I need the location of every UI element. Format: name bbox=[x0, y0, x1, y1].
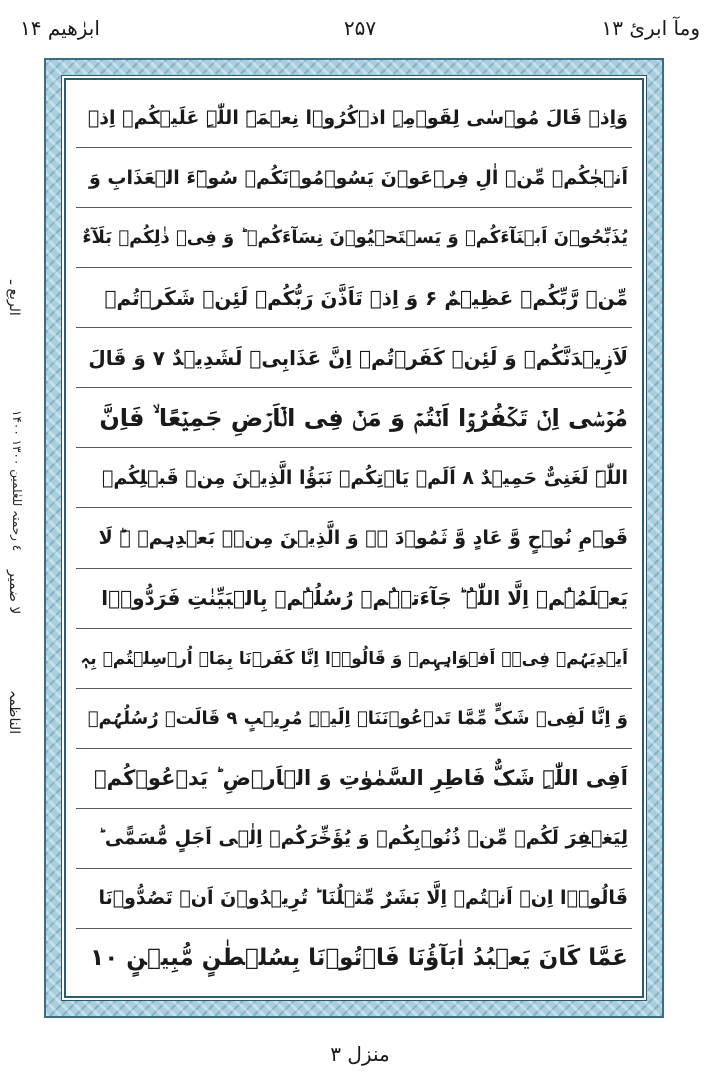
header-surah: ابرٰھیم ۱۴ bbox=[20, 16, 100, 40]
decorative-border-frame bbox=[44, 58, 664, 1018]
verse-line: اَیۡدِیَہُمۡ فِیۡۤ اَفۡوَاہِہِمۡ وَ قَالُوۡۤا اِنَّا کَفَرۡنَا بِمَاۤ اُرۡسِلۡتُمۡ بِہٖ bbox=[76, 629, 632, 689]
verse-line: اَفِی اللّٰہِ شَکٌّ فَاطِرِ السَّمٰوٰتِ وَ الۡاَرۡضِ ؕ یَدۡعُوۡکُمۡ bbox=[76, 749, 632, 809]
verse-line: مِّنۡ رَّبِّکُمۡ عَظِیۡمٌ ۶ وَ اِذۡ تَاَذَّنَ رَبُّکُمۡ لَئِنۡ شَکَرۡتُمۡ bbox=[76, 268, 632, 328]
verse-line: قَالُوۡۤا اِنۡ اَنۡتُمۡ اِلَّا بَشَرٌ مِّثۡلُنَا ؕ تُرِیۡدُوۡنَ اَنۡ تَصُدُّوۡنَا bbox=[76, 869, 632, 929]
manzil-footer: منزل ۳ bbox=[330, 1042, 390, 1066]
margin-note-section: الناظمہ bbox=[6, 690, 22, 735]
verse-line: لِیَغۡفِرَ لَکُمۡ مِّنۡ ذُنُوۡبِکُمۡ وَ یُؤَخِّرَکُمۡ اِلٰۤی اَجَلٍ مُّسَمًّی ؕ bbox=[76, 809, 632, 869]
verse-line: یَعۡلَمُہُمۡ اِلَّا اللّٰہُ ؕ جَآءَتۡہُمۡ رُسُلُہُمۡ بِالۡبَیِّنٰتِ فَرَدُّوۡۤا bbox=[76, 569, 632, 629]
text-panel bbox=[64, 78, 644, 998]
verse-lines bbox=[76, 88, 632, 988]
verse-line: لَاَزِیۡدَنَّکُمۡ وَ لَئِنۡ کَفَرۡتُمۡ اِنَّ عَذَابِیۡ لَشَدِیۡدٌ ۷ وَ قَالَ bbox=[76, 328, 632, 388]
verse-line: قَوۡمِ نُوۡحٍ وَّ عَادٍ وَّ ثَمُوۡدَ ۬ۛ وَ الَّذِیۡنَ مِنۡۢ بَعۡدِہِمۡ ۛؕ لَا bbox=[76, 508, 632, 568]
verse-line: مُوۡسٰۤی اِنۡ تَکۡفُرُوۡۤا اَنۡتُمۡ وَ مَنۡ فِی الۡاَرۡضِ جَمِیۡعًا ۙ فَاِنَّ bbox=[76, 388, 632, 448]
verse-line: یُذَبِّحُوۡنَ اَبۡنَآءَکُمۡ وَ یَسۡتَحۡیُوۡنَ نِسَآءَکُمۡ ؕ وَ فِیۡ ذٰلِکُمۡ بَلَآءٌ bbox=[76, 208, 632, 268]
header-juz: ومآ ابرئ ۱۳ bbox=[601, 16, 700, 40]
margin-note-ruku: الربع ـ bbox=[6, 280, 22, 316]
margin-note-waqf: لا ضمیر bbox=[6, 570, 22, 615]
header-page-number: ۲۵۷ bbox=[343, 16, 377, 40]
verse-line: اَنۡجٰکُمۡ مِّنۡ اٰلِ فِرۡعَوۡنَ یَسُوۡمُوۡنَکُمۡ سُوۡٓءَ الۡعَذَابِ وَ bbox=[76, 148, 632, 208]
margin-note-commentary: ٤ رحمتہ للعٰلمین ۱۳۰۰ ۱۴۰۰ bbox=[10, 410, 24, 552]
verse-line: وَاِذۡ قَالَ مُوۡسٰی لِقَوۡمِہِ اذۡکُرُوۡا نِعۡمَۃَ اللّٰہِ عَلَیۡکُمۡ اِذۡ bbox=[76, 88, 632, 148]
verse-line: عَمَّا کَانَ یَعۡبُدُ اٰبَآؤُنَا فَاۡتُوۡنَا بِسُلۡطٰنٍ مُّبِیۡنٍ ۱۰ bbox=[90, 945, 628, 972]
page-header bbox=[20, 12, 700, 52]
verse-line: اللّٰہَ لَغَنِیٌّ حَمِیۡدٌ ۸ اَلَمۡ یَاۡتِکُمۡ نَبَؤُا الَّذِیۡنَ مِنۡ قَبۡلِکُمۡ bbox=[76, 448, 632, 508]
verse-line: وَ اِنَّا لَفِیۡ شَکٍّ مِّمَّا تَدۡعُوۡنَنَاۤ اِلَیۡہِ مُرِیۡبٍ ۹ قَالَتۡ رُسُلُہُمۡ bbox=[76, 689, 632, 749]
